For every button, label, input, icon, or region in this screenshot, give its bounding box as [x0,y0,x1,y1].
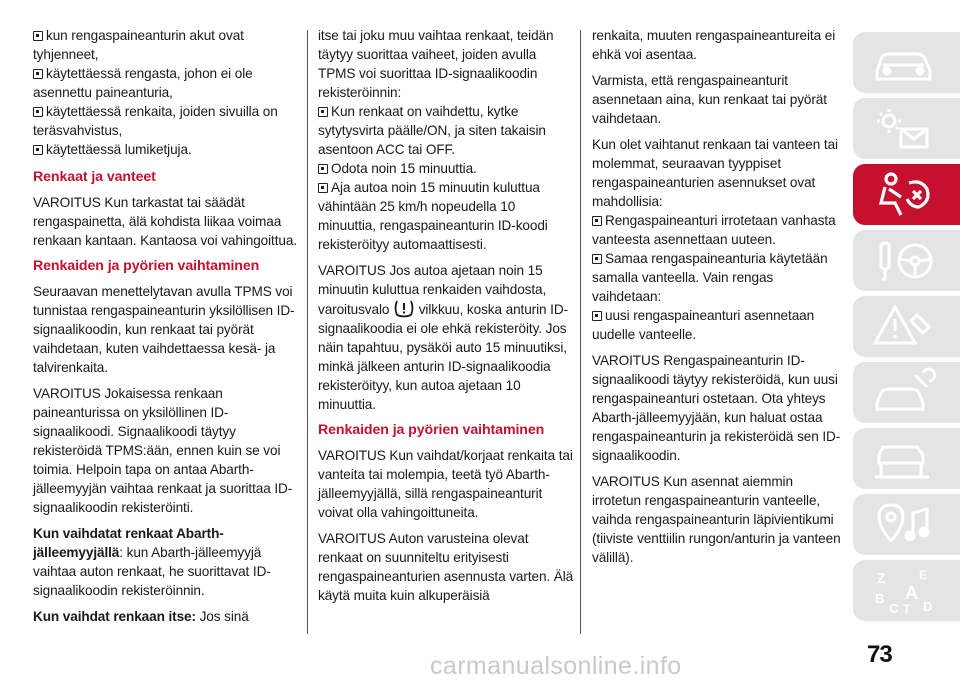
bullet-icon [592,216,602,226]
car-lift-icon [867,433,941,484]
list-item: Kun renkaat on vaihdettu, kytke sytytysvirta päälle/ON, ja siten takaisin asentoon ACC tai OFF. [318,104,546,157]
list-item: uusi rengaspaineanturi asennetaan uudelle vanteelle. [592,308,815,342]
tab-emergency[interactable] [853,296,960,357]
column-1 [33,26,305,633]
list-item: käytettäessä renkaita, joiden sivuilla on teräsvahvistus, [33,104,278,138]
list-item: Aja autoa noin 15 minuutin kuluttua vähintään 25 km/h nopeudella 10 minuuttia, rengaspaineanturin ID-koodi rekisteröityy automaattisesti. [318,180,548,252]
list-item: Samaa rengaspaineanturia käytetään samalla vanteella. Vain rengas vaihdetaan: [592,251,828,304]
paragraph: itse tai joku muu vaihtaa renkaat, teidän täytyy suorittaa vaiheet, joiden avulla TPMS voi suorittaa ID-signaalikoodin rekisteröinnin: [318,28,554,100]
paragraph: Kun vaihdatat renkaat Abarth-jälleemyyjällä: kun Abarth-jälleemyyjä vaihtaa auton renkaat, he suorittavat ID-signaalikoodin rekisteröinnin. [33,526,271,598]
warning-paragraph: VAROITUS Jokaisessa renkaan paineanturissa on yksilöllinen ID-signaalikoodi. Signaalikoodi täytyy rekisteröidä TPMS:ään, ennen kuin se voi toimia. Helpoin tapa on antaa Abarth-jälleemyyjän vaihtaa renkaat ja suorittaa ID-signaalikoodin rekisteröinti. [33,386,293,515]
tab-dashboard[interactable] [853,98,960,159]
bullet-icon [33,31,43,41]
wrench-car-icon [867,367,941,418]
warning-paragraph: VAROITUS Kun vaihdat/korjaat renkaita tai vanteita tai molempia, teetä työ Abarth-jälleemyyjällä, sillä rengaspaineanturit voivat olla vahingoittuneita. [318,448,573,520]
tab-technical[interactable] [853,428,960,489]
tab-multimedia[interactable] [853,494,960,555]
tab-maintenance[interactable] [853,362,960,423]
bold-lead: Kun vaihdat renkaan itse: [33,609,196,624]
index-letter: B [875,591,885,606]
paragraph: renkaita, muuten rengaspaineantureita ei ehkä voi asentaa. [592,28,836,62]
tab-driving[interactable] [853,230,960,291]
tab-index[interactable] [853,560,960,621]
car-icon [867,37,941,88]
tab-safety[interactable] [853,164,960,225]
warning-paragraph: VAROITUS Auton varusteina olevat renkaat on suunniteltu erityisesti rengaspaineanturien asennusta varten. Älä käytä muita kuin alkuperäisiä [318,531,574,603]
bullet-icon [318,107,328,117]
paragraph: Kun olet vaihtanut renkaan tai vanteen tai molemmat, seuraavan tyyppiset rengaspaineanturien asennukset ovat mahdollisia: [592,137,838,209]
paragraph: Seuraavan menettelytavan avulla TPMS voi tunnistaa rengaspaineanturin yksilöllisen ID-signaalikoodin, kun renkaat tai pyörät vaihdetaan, kuten vaihdettaessa kesä- ja talvirenkaita. [33,284,295,375]
section-heading: Renkaiden ja pyörien vaihtaminen [318,422,545,438]
section-heading: Renkaiden ja pyörien vaihtaminen [33,258,260,274]
index-letter: D [923,599,933,614]
list-item: käytettäessä lumiketjuja. [33,140,305,159]
watermark: carmanualsonline.info [430,652,682,680]
chapter-tabs [853,32,960,626]
paragraph: Varmista, että rengaspaineanturit asennetaan aina, kun renkaat tai pyörät vaihdetaan. [592,73,827,126]
bullet-icon [592,311,602,321]
bullet-icon [33,69,43,79]
page-number: 73 [867,641,892,668]
alphabet-index-icon [867,565,941,616]
dashboard-lights-icon [867,103,941,154]
bullet-icon [33,145,43,155]
column-2 [318,26,574,612]
warning-paragraph: VAROITUS Jos autoa ajetaan noin 15 minuutin kuluttua renkaiden vaihdosta, varoitusvalo vilkkuu, koska anturin ID-signaalikoodia ei ole ehkä rekisteröity. Jos näin tapahtuu, pysäköi auto 15 minuutiksi, minkä jälkeen anturin ID-signaalikoodia rekisteröityy, kun autoa ajetaan 10 minuuttia. [318,263,568,412]
key-steering-icon [867,235,941,286]
paragraph: Kun vaihdat renkaan itse: Jos sinä [33,609,249,624]
tire-pressure-warning-icon [393,299,415,318]
bold-lead: Kun vaihdatat renkaat Abarth-jälleemyyjällä [33,526,224,560]
index-letter: A [905,583,918,603]
bullet-icon [318,164,328,174]
bullet-icon [318,183,328,193]
list-item: kun rengaspaineanturin akut ovat tyhjenneet, [33,28,244,62]
paragraph: VAROITUS Kun tarkastat tai säädät rengaspainetta, älä kohdista liikaa voimaa renkaan kantaan. Kantaosa voi vahingoittua. [33,195,297,248]
warning-triangle-icon [867,301,941,352]
column-divider [580,30,581,634]
index-letter: Z [877,570,886,586]
list-item: Odota noin 15 minuuttia. [318,159,574,178]
tab-car[interactable] [853,32,960,93]
index-letter: C [889,601,899,616]
bullet-icon [33,107,43,117]
airbag-seat-icon [867,169,941,220]
section-heading: Renkaat ja vanteet [33,169,156,185]
index-letter: E [919,568,928,582]
column-3 [592,26,842,574]
bullet-icon [592,254,602,264]
index-letter: T [903,602,911,616]
list-item: Rengaspaineanturi irrotetaan vanhasta vanteesta asennettaan uuteen. [592,213,836,247]
multimedia-icon [867,499,941,550]
warning-paragraph: VAROITUS Rengaspaineanturin ID-signaalikoodi täytyy rekisteröidä, kun uusi rengaspaineanturi ostetaan. Ota yhteys Abarth-jälleemyyjään, kun haluat ostaa rengaspaineanturin ja rekisteröidä sen ID-signaalikoodin. [592,353,841,463]
warning-paragraph: VAROITUS Kun asennat aiemmin irrotetun rengaspaineanturin vanteelle, vaihda rengaspaineanturin läpivientikumi (tiiviste venttiilin rungon/anturin ja vanteen välillä). [592,474,841,565]
column-divider [307,30,308,634]
list-item: käytettäessä rengasta, johon ei ole asennettu paineanturia, [33,66,253,100]
